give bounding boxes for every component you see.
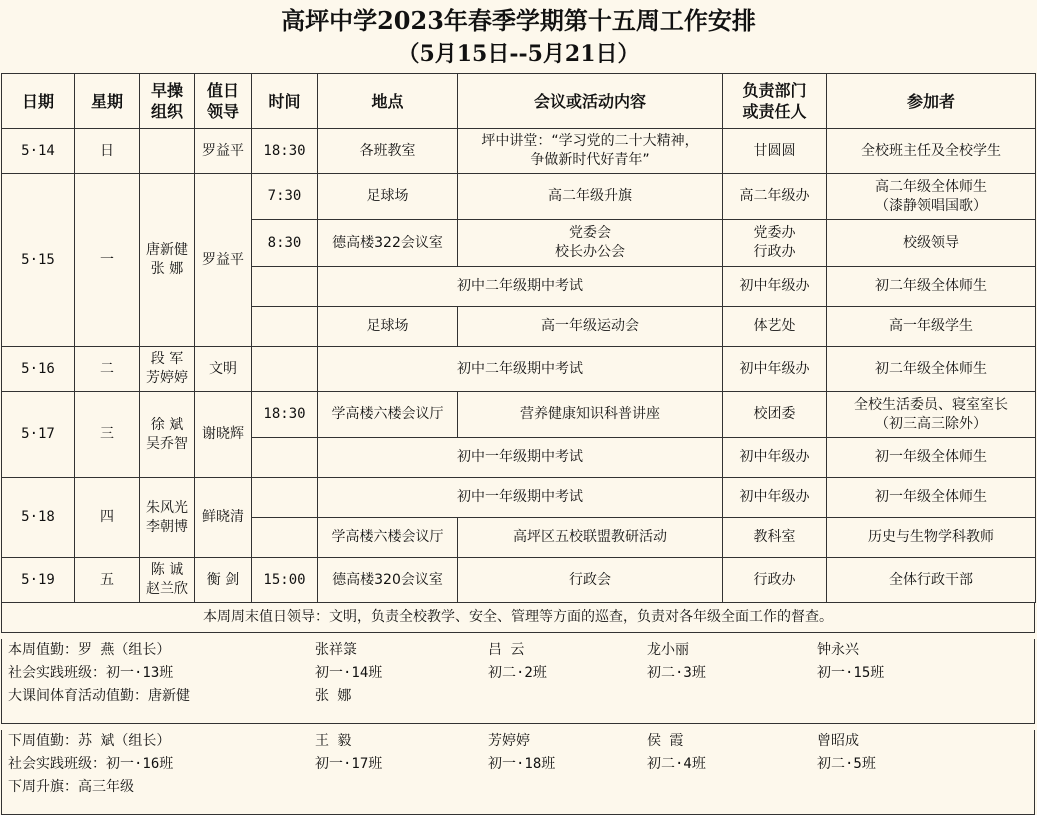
duty-person: 王 毅 [315, 733, 352, 749]
this-week-duty [1, 639, 1035, 724]
duty-person: 张祥箓 [315, 642, 357, 658]
table-row [2, 558, 1036, 603]
date-cell: 5·19 [2, 558, 75, 603]
class-item: 初二·2班 [488, 665, 547, 681]
place-cell: 德高楼320会议室 [318, 558, 458, 603]
this-week-class-label: 社会实践班级：初一·13班 [8, 665, 174, 681]
header-leader: 值日 领导 [195, 74, 252, 129]
participants-cell: 初一年级全体师生 [827, 438, 1036, 478]
dept-cell: 甘圆圆 [723, 129, 827, 174]
table-row [2, 347, 1036, 392]
morning-cell: 徐 斌 吴乔智 [140, 392, 195, 478]
dept-cell: 行政办 [723, 558, 827, 603]
date-cell: 5·18 [2, 478, 75, 558]
dept-cell: 初中年级办 [723, 267, 827, 307]
weekday-cell: 日 [75, 129, 140, 174]
content-cell: 营养健康知识科普讲座 [458, 392, 723, 438]
time-cell [252, 267, 318, 307]
dept-cell: 初中年级办 [723, 347, 827, 392]
header-dept: 负责部门 或责任人 [723, 74, 827, 129]
class-item: 初一·14班 [315, 665, 383, 681]
time-cell: 15:00 [252, 558, 318, 603]
this-week-duty-label: 本周值勤：罗 燕（组长） [8, 642, 171, 658]
duty-person: 张 娜 [315, 688, 352, 704]
page-title: 高坪中学2023年春季学期第十五周工作安排 [281, 6, 756, 35]
next-week-class-label: 社会实践班级：初一·16班 [8, 756, 174, 772]
participants-cell: 初二年级全体师生 [827, 347, 1036, 392]
next-week-duty-line [2, 730, 1034, 753]
table-row [2, 129, 1036, 174]
class-item: 初二·4班 [647, 756, 706, 772]
next-week-duty [1, 730, 1035, 815]
place-cell: 德高楼322会议室 [318, 220, 458, 267]
date-cell: 5·17 [2, 392, 75, 478]
morning-cell: 段 军 芳婷婷 [140, 347, 195, 392]
next-week-flag: 下周升旗：高三年级 [8, 779, 134, 795]
time-cell [252, 438, 318, 478]
content-cell: 党委会 校长办公会 [458, 220, 723, 267]
participants-cell: 历史与生物学科教师 [827, 518, 1036, 558]
duty-person: 钟永兴 [817, 642, 859, 658]
weekday-cell: 一 [75, 174, 140, 347]
content-cell: 初中一年级期中考试 [318, 438, 723, 478]
header-row [2, 74, 1036, 129]
dept-cell: 体艺处 [723, 307, 827, 347]
time-cell [252, 347, 318, 392]
weekday-cell: 三 [75, 392, 140, 478]
duty-person: 吕 云 [488, 642, 525, 658]
weekday-cell: 二 [75, 347, 140, 392]
weekend-duty-note: 本周周末值日领导：文明，负责全校教学、安全、管理等方面的巡查，负责对各年级全面工作的督查。 [1, 603, 1035, 633]
schedule-table [1, 73, 1036, 603]
pe-duty-label: 大课间体育活动值勤：唐新健 [8, 688, 190, 704]
participants-cell: 校级领导 [827, 220, 1036, 267]
time-cell [252, 518, 318, 558]
header-weekday: 星期 [75, 74, 140, 129]
leader-cell: 谢晓辉 [195, 392, 252, 478]
this-week-class-line [2, 662, 1034, 685]
place-cell: 学高楼六楼会议厅 [318, 518, 458, 558]
dept-cell: 教科室 [723, 518, 827, 558]
pe-duty-line [2, 685, 1034, 708]
duty-section [1, 633, 1035, 815]
weekday-cell: 四 [75, 478, 140, 558]
date-cell: 5·15 [2, 174, 75, 347]
weekday-cell: 五 [75, 558, 140, 603]
participants-cell: 高一年级学生 [827, 307, 1036, 347]
next-week-flag-line [2, 776, 1034, 799]
content-cell: 高一年级运动会 [458, 307, 723, 347]
class-item: 初二·5班 [817, 756, 876, 772]
leader-cell: 罗益平 [195, 174, 252, 347]
leader-cell: 衡 剑 [195, 558, 252, 603]
table-row [2, 478, 1036, 518]
duty-person: 芳婷婷 [488, 733, 530, 749]
place-cell: 足球场 [318, 307, 458, 347]
dept-cell: 高二年级办 [723, 174, 827, 220]
header-content: 会议或活动内容 [458, 74, 723, 129]
date-cell: 5·14 [2, 129, 75, 174]
participants-cell: 初二年级全体师生 [827, 267, 1036, 307]
content-cell: 高坪区五校联盟教研活动 [458, 518, 723, 558]
time-cell: 18:30 [252, 392, 318, 438]
content-cell: 初中一年级期中考试 [318, 478, 723, 518]
morning-cell: 陈 诚 赵兰欣 [140, 558, 195, 603]
content-cell: 高二年级升旗 [458, 174, 723, 220]
header-participants: 参加者 [827, 74, 1036, 129]
duty-person: 龙小丽 [647, 642, 689, 658]
table-row [2, 174, 1036, 220]
content-cell: 坪中讲堂：“学习党的二十大精神， 争做新时代好青年” [458, 129, 723, 174]
place-cell: 各班教室 [318, 129, 458, 174]
next-week-duty-label: 下周值勤：苏 斌（组长） [8, 733, 171, 749]
duty-person: 曾昭成 [817, 733, 859, 749]
header-place: 地点 [318, 74, 458, 129]
time-cell [252, 307, 318, 347]
participants-cell: 全校生活委员、寝室室长 （初三高三除外） [827, 392, 1036, 438]
date-cell: 5·16 [2, 347, 75, 392]
time-cell [252, 478, 318, 518]
header-date: 日期 [2, 74, 75, 129]
dept-cell: 初中年级办 [723, 438, 827, 478]
time-cell: 8:30 [252, 220, 318, 267]
leader-cell: 罗益平 [195, 129, 252, 174]
class-item: 初一·18班 [488, 756, 556, 772]
class-item: 初二·3班 [647, 665, 706, 681]
dept-cell: 校团委 [723, 392, 827, 438]
next-week-class-line [2, 753, 1034, 776]
content-cell: 初中二年级期中考试 [318, 347, 723, 392]
content-cell: 行政会 [458, 558, 723, 603]
header-morning: 早操 组织 [140, 74, 195, 129]
leader-cell: 文明 [195, 347, 252, 392]
duty-person: 侯 霞 [647, 733, 684, 749]
participants-cell: 初一年级全体师生 [827, 478, 1036, 518]
header-time: 时间 [252, 74, 318, 129]
dept-cell: 初中年级办 [723, 478, 827, 518]
this-week-duty-line [2, 639, 1034, 662]
time-cell: 18:30 [252, 129, 318, 174]
morning-cell [140, 129, 195, 174]
time-cell: 7:30 [252, 174, 318, 220]
place-cell: 学高楼六楼会议厅 [318, 392, 458, 438]
table-row [2, 392, 1036, 438]
place-cell: 足球场 [318, 174, 458, 220]
class-item: 初一·15班 [817, 665, 885, 681]
participants-cell: 高二年级全体师生 （漆静领唱国歌） [827, 174, 1036, 220]
class-item: 初一·17班 [315, 756, 383, 772]
participants-cell: 全校班主任及全校学生 [827, 129, 1036, 174]
content-cell: 初中二年级期中考试 [318, 267, 723, 307]
page-subtitle: （5月15日--5月21日） [397, 41, 640, 67]
leader-cell: 鲜晓清 [195, 478, 252, 558]
morning-cell: 朱风光 李朝博 [140, 478, 195, 558]
dept-cell: 党委办 行政办 [723, 220, 827, 267]
participants-cell: 全体行政干部 [827, 558, 1036, 603]
morning-cell: 唐新健 张 娜 [140, 174, 195, 347]
